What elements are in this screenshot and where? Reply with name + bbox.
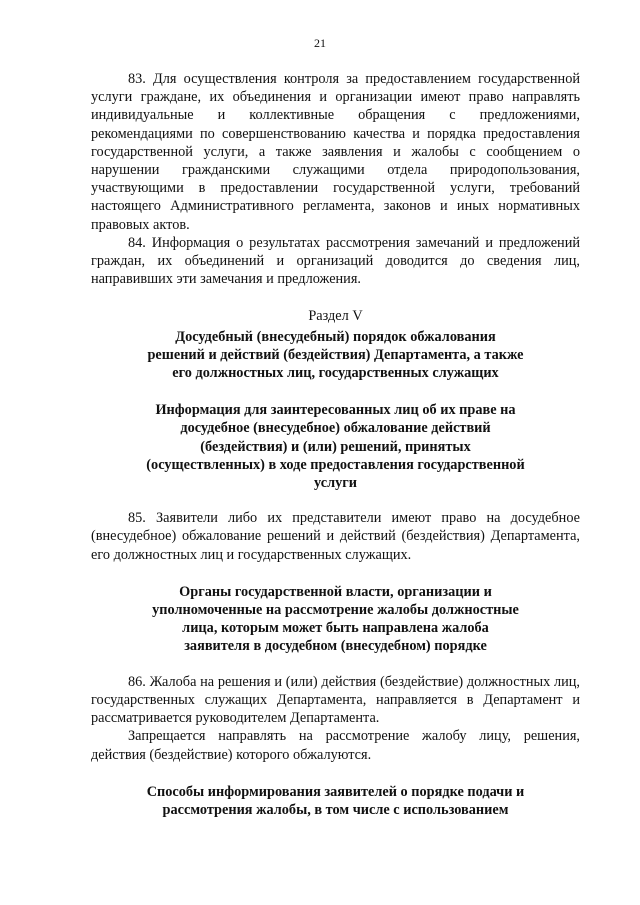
paragraph-85: 85. Заявители либо их представители имеют право на досудебное (внесудебное) обжалование решений и действий (бездействия) Департамента, его должностных лиц и государственных служащих. [91, 510, 580, 563]
paragraph-prohibition: Запрещается направлять на рассмотрение жалобу лицу, решения, действия (бездействие) которого обжалуются. [91, 728, 580, 763]
paragraph-86: 86. Жалоба на решения и (или) действия (бездействие) должностных лиц, государственных служащих Департамента, направляется в Департамент и рассматривается руководителем Департамента. [91, 673, 580, 727]
page-number: 21 [314, 36, 326, 50]
heading-informing-methods: Способы информирования заявителей о порядке подачи и рассмотрения жалобы, в том числе с использованием [146, 783, 525, 818]
paragraph-84: 84. Информация о результатах рассмотрения замечаний и предложений граждан, их объединений и организаций доводится до сведения лиц, направивших эти замечания и предложения. [91, 234, 580, 288]
page-content [91, 70, 580, 819]
heading-authorities: Органы государственной власти, организации и уполномоченные на рассмотрение жалобы должностные лица, которым может быть направлена жалоба заявителя в досудебном (внесудебном) порядке [152, 583, 519, 655]
heading-appeal-rights: Информация для заинтересованных лиц об их праве на досудебное (внесудебное) обжалование действий (бездействия) и (или) решений, принятых (осуществленных) в ходе предоставления государственной услуги [146, 402, 525, 492]
section-title: Досудебный (внесудебный) порядок обжалования решений и действий (бездействия) Департамента, а также его должностных лиц, государственных служащих [147, 328, 524, 382]
section-number: Раздел V [308, 308, 363, 325]
paragraph-83: 83. Для осуществления контроля за предоставлением государственной услуги граждане, их объединения и организации имеют право направлять индивидуальные и коллективные обращения с предложениями, рекомендациями по совершенствованию качества и порядка предоставления государственной услуги, а также заявления и жалобы с сообщением о нарушении гражданскими служащими отдела природопользования, участвующими в предоставлении государственной услуги, требований настоящего Административного регламента, законов и иных нормативных правовых актов. [91, 71, 580, 233]
